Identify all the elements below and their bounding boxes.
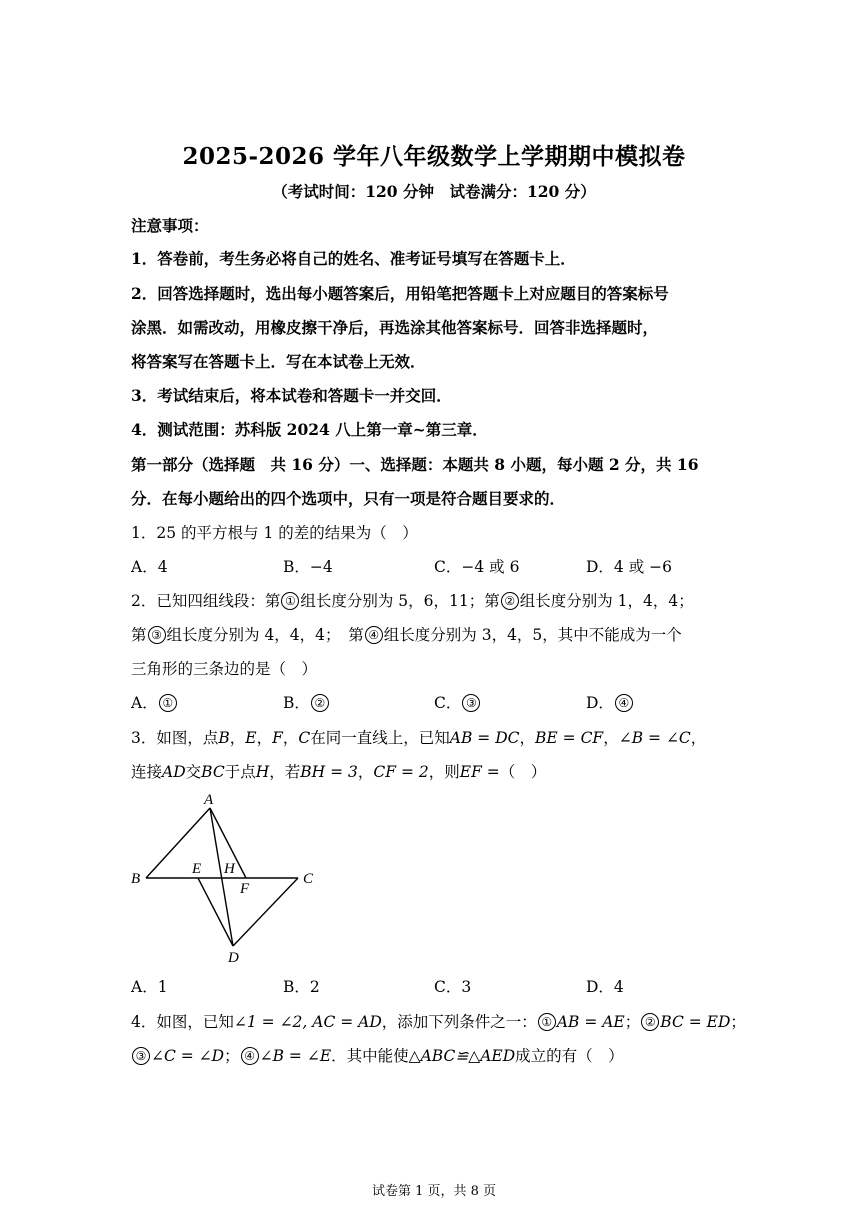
segment-label: AD: [162, 763, 186, 781]
q2-text: 组长度分别为 4，4，4； 第: [166, 626, 364, 644]
note-2-line-3: 将答案写在答题卡上．写在本试卷上无效．: [131, 352, 426, 371]
q4-condition-3: ∠C = ∠D: [151, 1047, 225, 1065]
point-label: B: [218, 729, 230, 747]
exam-title: 2025-2026 学年八年级数学上学期期中模拟卷: [182, 143, 686, 170]
q2-text: 2．已知四组线段：第: [131, 592, 281, 610]
option-letter: A．: [131, 694, 158, 712]
q2-option-d: [586, 692, 634, 714]
circled-number-1: ①: [281, 592, 299, 610]
q3-option-b: B．2: [283, 978, 320, 996]
condition-angle-b-c: ∠B = ∠C: [618, 729, 691, 747]
page-footer: 试卷第 1 页，共 8 页: [371, 1184, 497, 1199]
label-h: H: [224, 861, 235, 877]
q2-text: 第: [131, 626, 147, 644]
note-1: 1．答卷前，考生务必将自己的姓名、准考证号填写在答题卡上．: [131, 249, 576, 268]
q3-option-a: A．1: [131, 978, 168, 996]
circled-number-4: ④: [241, 1047, 259, 1065]
option-letter: C．: [434, 694, 462, 712]
circled-number-1: ①: [538, 1013, 556, 1031]
q2-text: 组长度分别为 3，4，5，其中不能成为一个: [383, 626, 682, 644]
point-label: C: [298, 729, 311, 747]
circled-number-1: ①: [159, 694, 177, 712]
q2-option-c: [434, 692, 481, 714]
q2-text: 组长度分别为 1，4，4；: [519, 592, 694, 610]
q4-text: 成立的有（ ）: [515, 1047, 624, 1065]
section-heading-line-1: 第一部分（选择题 共 16 分）一、选择题：本题共 8 小题，每小题 2 分，共 16: [131, 455, 699, 474]
q3-text: 连接: [131, 763, 163, 781]
circled-number-2: ②: [501, 592, 519, 610]
exam-subtitle: （考试时间：120 分钟 试卷满分：120 分）: [272, 182, 596, 201]
q2-option-a: [131, 692, 178, 714]
option-letter: D．: [586, 694, 614, 712]
section-heading-line-2: 分．在每小题给出的四个选项中，只有一项是符合题目要求的．: [131, 489, 566, 508]
q4-text: 4．如图，已知: [131, 1013, 234, 1031]
given-bh: BH = 3: [300, 763, 358, 781]
label-b: B: [131, 871, 141, 887]
q3-text: ，则: [428, 763, 460, 781]
label-e: E: [192, 861, 202, 877]
q2-line-1: [131, 590, 694, 612]
q3-line-1: 3．如图，点B，E，F，C在同一直线上，已知AB = DC，BE = CF，∠B = ∠C，: [131, 729, 707, 747]
q3-text: 在同一直线上，已知: [310, 729, 450, 747]
q1-option-d: D．4 或 −6: [586, 558, 672, 576]
q2-option-b: [283, 692, 330, 714]
option-letter: B．: [283, 694, 310, 712]
q4-given: ∠1 = ∠2, AC = AD: [233, 1013, 382, 1031]
note-4: 4．测试范围：苏科版 2024 八上第一章~第三章．: [131, 420, 488, 439]
q2-line-2: [131, 624, 682, 646]
q3-option-d: D．4: [586, 978, 624, 996]
q1-option-a: A．4: [131, 558, 168, 576]
q1-option-c: C．−4 或 6: [434, 558, 520, 576]
q4-condition-4: ∠B = ∠E: [259, 1047, 332, 1065]
circled-number-3: ③: [462, 694, 480, 712]
ask-ef: EF =: [459, 763, 500, 781]
q3-line-2: 连接AD交BC于点H，若BH = 3，CF = 2，则EF =（ ）: [131, 763, 547, 781]
q3-text: 交: [185, 763, 202, 781]
q1-stem: 1．25 的平方根与 1 的差的结果为（ ）: [131, 524, 418, 542]
q4-congruence: △ABC≌△AED: [408, 1047, 516, 1065]
circled-number-3: ③: [148, 626, 166, 644]
circled-number-4: ④: [615, 694, 633, 712]
q4-text: ．其中能使: [331, 1047, 409, 1065]
q4-condition-1: AB = AE: [556, 1013, 625, 1031]
q4-text: ，添加下列条件之一：: [381, 1013, 537, 1031]
label-d: D: [228, 950, 239, 966]
label-f: F: [240, 881, 250, 897]
condition-be-cf: BE = CF: [535, 729, 604, 747]
point-label: H: [255, 763, 270, 781]
q3-geometry-figure: [128, 790, 328, 970]
q3-option-c: C．3: [434, 978, 472, 996]
note-3: 3．考试结束后，将本试卷和答题卡一并交回．: [131, 386, 452, 405]
point-label: F: [272, 729, 283, 747]
circled-number-2: ②: [311, 694, 329, 712]
q1-option-b: B．−4: [283, 558, 333, 576]
circled-number-3: ③: [132, 1047, 150, 1065]
circled-number-2: ②: [641, 1013, 659, 1031]
notes-heading: 注意事项：: [131, 216, 209, 235]
condition-ab-dc: AB = DC: [449, 729, 520, 747]
q3-text: 于点: [224, 763, 256, 781]
label-c: C: [303, 871, 314, 887]
point-label: E: [245, 729, 257, 747]
note-2-line-1: 2．回答选择题时，选出每小题答案后，用铅笔把答题卡上对应题目的答案标号: [131, 284, 669, 303]
q3-text: ，若: [269, 763, 301, 781]
q3-text: （ ）: [499, 763, 547, 781]
q2-line-3: 三角形的三条边的是（ ）: [131, 660, 318, 678]
q4-condition-2: BC = ED: [660, 1013, 731, 1031]
label-a: A: [204, 792, 214, 808]
q3-text: 3．如图，点: [131, 729, 219, 747]
q4-line-1: 4．如图，已知∠1 = ∠2, AC = AD，添加下列条件之一： ① AB = AE； ② BC = ED；: [131, 1013, 746, 1031]
circled-number-4: ④: [365, 626, 383, 644]
q2-text: 组长度分别为 5，6，11；第: [300, 592, 500, 610]
note-2-line-2: 涂黑．如需改动，用橡皮擦干净后，再选涂其他答案标号．回答非选择题时，: [131, 318, 659, 337]
given-cf: CF = 2: [373, 763, 429, 781]
segment-label: BC: [201, 763, 225, 781]
segment-ad: [210, 808, 233, 946]
q4-line-2: ③ ∠C = ∠D； ④ ∠B = ∠E．其中能使△ABC≌△AED成立的有（ ）: [131, 1045, 624, 1067]
